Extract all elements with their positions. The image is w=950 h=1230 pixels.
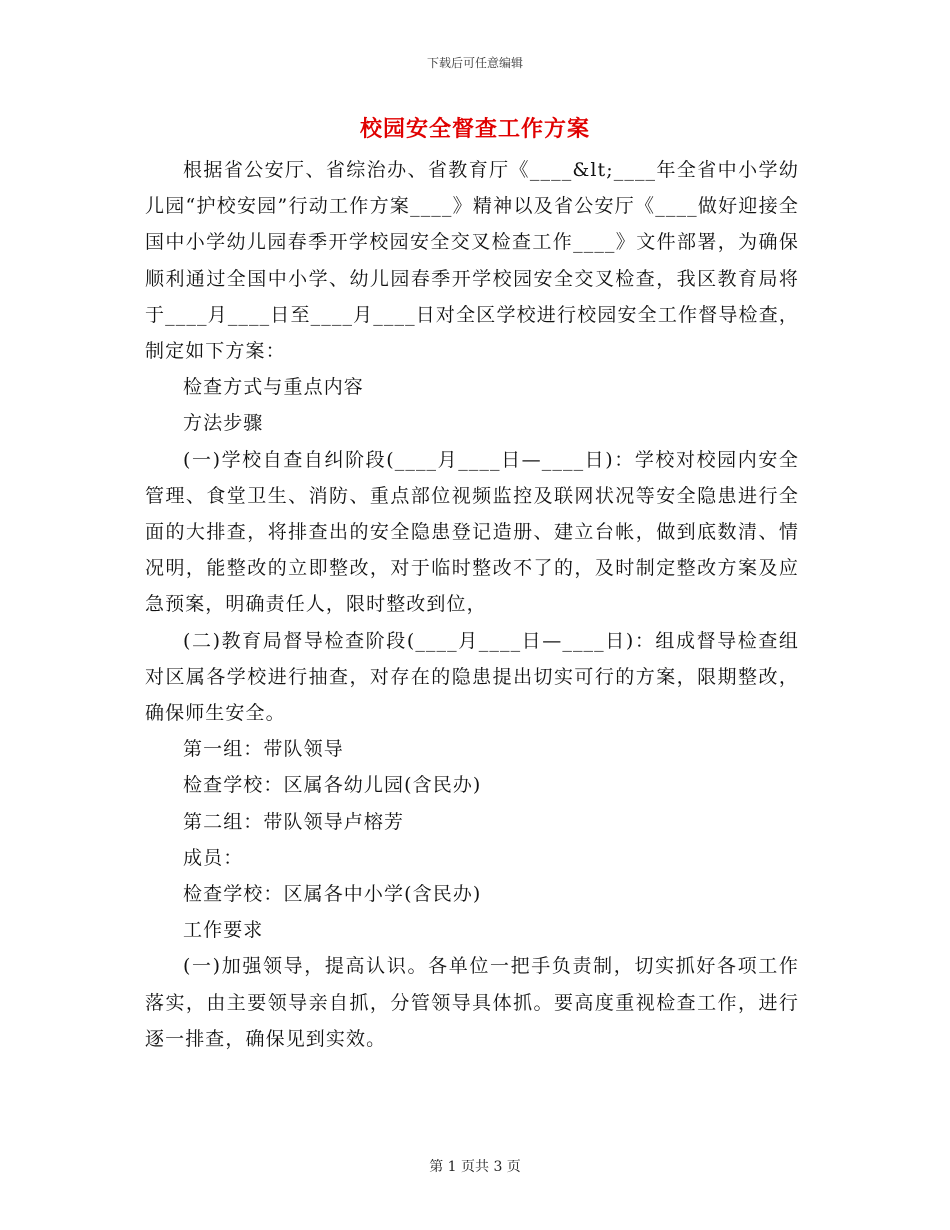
paragraph-members: 成员： [183, 846, 244, 869]
heading-inspection-method: 检查方式与重点内容 [183, 376, 364, 399]
paragraph-requirement-one: (一)加强领导，提高认识。各单位一把手负责制，切实抓好各项工作落实，由主要领导亲自抓，分管领导具体抓。要高度重视检查工作，进行逐一排查，确保见到实效。 [145, 955, 799, 1050]
header-note: 下载后可任意编辑 [426, 56, 523, 70]
paragraph-group-one: 第一组：带队领导 [183, 738, 344, 761]
document-title: 校园安全督查工作方案 [359, 116, 590, 142]
paragraph-self-inspection: (一)学校自查自纠阶段(____月____日—____日)：学校对校园内安全管理、食堂卫生、消防、重点部位视频监控及联网状况等安全隐患进行全面的大排查，将排查出的安全隐患登记造册、建立台帐，做到底数清、情况明，能整改的立即整改，对于临时整改不了的，及时制定整改方案及应急预案，明确责任人，限时整改到位， [145, 448, 799, 616]
heading-work-requirements: 工作要求 [183, 919, 264, 942]
paragraph-group-one-schools: 检查学校：区属各幼儿园(含民办) [183, 774, 482, 797]
paragraph-bureau-inspection: (二)教育局督导检查阶段(____月____日—____日)：组成督导检查组对区属各学校进行抽查，对存在的隐患提出切实可行的方案，限期整改，确保师生安全。 [145, 629, 799, 725]
paragraph-group-two: 第二组：带队领导卢榕芳 [183, 810, 405, 833]
page-number: 第 1 页共 3 页 [429, 1159, 521, 1175]
paragraph-group-two-schools: 检查学校：区属各中小学(含民办) [183, 883, 482, 906]
paragraph-intro: 根据省公安厅、省综治办、省教育厅《____&lt;____年全省中小学幼儿园“护校安园”行动工作方案____》精神以及省公安厅《____做好迎接全国中小学幼儿园春季开学校园安全交叉检查工作____》文件部署，为确保顺利通过全国中小学、幼儿园春季开学校园安全交叉检查，我区教育局将于____月____日至____月____日对全区学校进行校园安全工作督导检查，制定如下方案： [145, 159, 799, 363]
heading-steps: 方法步骤 [183, 412, 264, 435]
document-body [145, 152, 799, 1057]
